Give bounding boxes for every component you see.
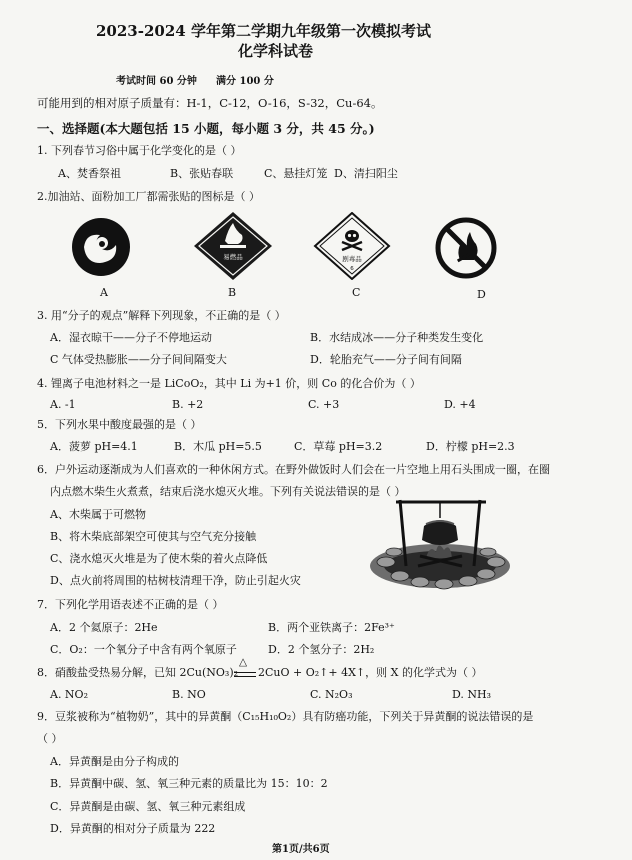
exam-time: 考试时间 60 分钟 xyxy=(116,76,197,87)
sign-b-text: 易燃品 xyxy=(223,253,243,261)
q6-option-b: B、将木柴底部架空可使其与空气充分接触 xyxy=(50,530,257,543)
q4-option-c: C. +3 xyxy=(308,398,340,411)
q8-stem-left: 8．硝酸盐受热易分解，已知 2Cu(NO₃)₂ xyxy=(37,666,239,679)
q8-option-b: B. NO xyxy=(172,688,206,701)
full-score: 满分 100 分 xyxy=(216,76,274,87)
q6-option-c: C、浇水熄灭火堆是为了使木柴的着火点降低 xyxy=(50,552,268,565)
q7-option-b: B．两个亚铁离子：2Fe³⁺ xyxy=(268,621,395,634)
q2-option-d: D xyxy=(477,288,486,301)
q8-option-a: A. NO₂ xyxy=(50,688,88,701)
q1-option-c: C、悬挂灯笼 xyxy=(264,167,328,180)
page-footer: 第1页/共6页 xyxy=(272,844,330,855)
q1-stem: 1. 下列春节习俗中属于化学变化的是（ ） xyxy=(37,144,242,157)
q2-option-c: C xyxy=(352,286,361,299)
atomic-mass-line: 可能用到的相对原子质量有：H-1，C-12，O-16，S-32，Cu-64。 xyxy=(37,96,383,110)
q5-option-d: D．柠檬 pH=2.3 xyxy=(426,440,515,453)
q2-stem: 2.加油站、面粉加工厂都需张贴的图标是（ ） xyxy=(37,190,260,203)
q4-option-d: D. +4 xyxy=(444,398,476,411)
q6-stem-line1: 6．户外运动逐渐成为人们喜欢的一种休闲方式。在野外做饭时人们会在一片空地上用石头围成一圈，在圈 xyxy=(37,463,550,476)
q1-option-d: D、清扫阳尘 xyxy=(334,167,398,180)
q3-stem: 3. 用“分子的观点”解释下列现象，不正确的是（ ） xyxy=(37,309,286,322)
q6-option-a: A、木柴属于可燃物 xyxy=(50,508,146,521)
q8-reaction-equals xyxy=(234,672,256,677)
q9-option-c: C．异黄酮是由碳、氢、氧三种元素组成 xyxy=(50,800,246,813)
q8-option-d: D. NH₃ xyxy=(452,688,492,701)
q9-option-a: A．异黄酮是由分子构成的 xyxy=(50,755,179,768)
sign-c-text: 剧毒品 xyxy=(342,255,362,263)
q4-option-a: A. -1 xyxy=(50,398,76,411)
q9-option-b: B．异黄酮中碳、氢、氧三种元素的质量比为 15：10：2 xyxy=(50,777,328,790)
q7-option-a: A．2 个氦原子：2He xyxy=(50,621,158,634)
sign-d-no-fire-icon xyxy=(434,216,498,280)
q5-option-a: A．菠萝 pH=4.1 xyxy=(50,440,138,453)
q9-option-d: D．异黄酮的相对分子质量为 222 xyxy=(50,822,216,835)
q6-option-d: D、点火前将周围的枯树枝清理干净，防止引起火灾 xyxy=(50,574,301,587)
q8-option-c: C. N₂O₃ xyxy=(310,688,353,701)
q4-option-b: B. +2 xyxy=(172,398,204,411)
q8-heat-condition: △ xyxy=(239,656,248,668)
q4-stem: 4. 锂离子电池材料之一是 LiCoO₂，其中 Li 为+1 价，则 Co 的化合价为（ ） xyxy=(37,377,421,390)
q1-option-a: A、焚香祭祖 xyxy=(58,167,121,180)
sign-a-icon xyxy=(66,217,136,277)
exam-subtitle: 化学科试卷 xyxy=(238,42,314,60)
q2-option-b: B xyxy=(228,286,237,299)
q7-option-c: C．O₂：一个氧分子中含有两个氧原子 xyxy=(50,643,237,656)
q9-stem-line2: （ ） xyxy=(37,732,63,745)
q7-option-d: D．2 个氢分子：2H₂ xyxy=(268,643,375,656)
sign-c-toxic-icon xyxy=(313,212,391,280)
q3-option-d: D．轮胎充气——分子间有间隔 xyxy=(310,353,462,366)
sign-b-flammable-icon xyxy=(192,211,274,281)
q7-stem: 7．下列化学用语表述不正确的是（ ） xyxy=(37,598,224,611)
svg-text:6: 6 xyxy=(350,266,354,272)
q5-option-b: B．木瓜 pH=5.5 xyxy=(174,440,262,453)
q6-stem-line2: 内点燃木柴生火煮煮，结束后浇水熄灭火堆。下列有关说法错误的是（ ） xyxy=(50,485,406,498)
q9-stem-line1: 9．豆浆被称为“植物奶”，其中的异黄酮（C₁₅H₁₀O₂）具有防癌功能，下列关于异黄酮的说法错误的是 xyxy=(37,710,534,723)
q3-option-c: C 气体受热膨胀——分子间间隔变大 xyxy=(50,353,227,366)
q2-option-a: A xyxy=(100,286,108,299)
exam-title: 2023-2024 学年第二学期九年级第一次模拟考试 xyxy=(96,22,431,40)
section-1-heading: 一、选择题(本大题包括 15 小题，每小题 3 分，共 45 分。) xyxy=(37,121,375,136)
q8-stem-right: 2CuO + O₂↑+ 4X↑，则 X 的化学式为（ ） xyxy=(258,666,483,679)
campfire-illustration xyxy=(366,496,514,592)
q5-option-c: C．草莓 pH=3.2 xyxy=(294,440,383,453)
q3-option-a: A．湿衣晾干——分子不停地运动 xyxy=(50,331,212,344)
q1-option-b: B、张贴春联 xyxy=(170,167,234,180)
q5-stem: 5．下列水果中酸度最强的是（ ） xyxy=(37,418,202,431)
q3-option-b: B．水结成冰——分子种类发生变化 xyxy=(310,331,484,344)
